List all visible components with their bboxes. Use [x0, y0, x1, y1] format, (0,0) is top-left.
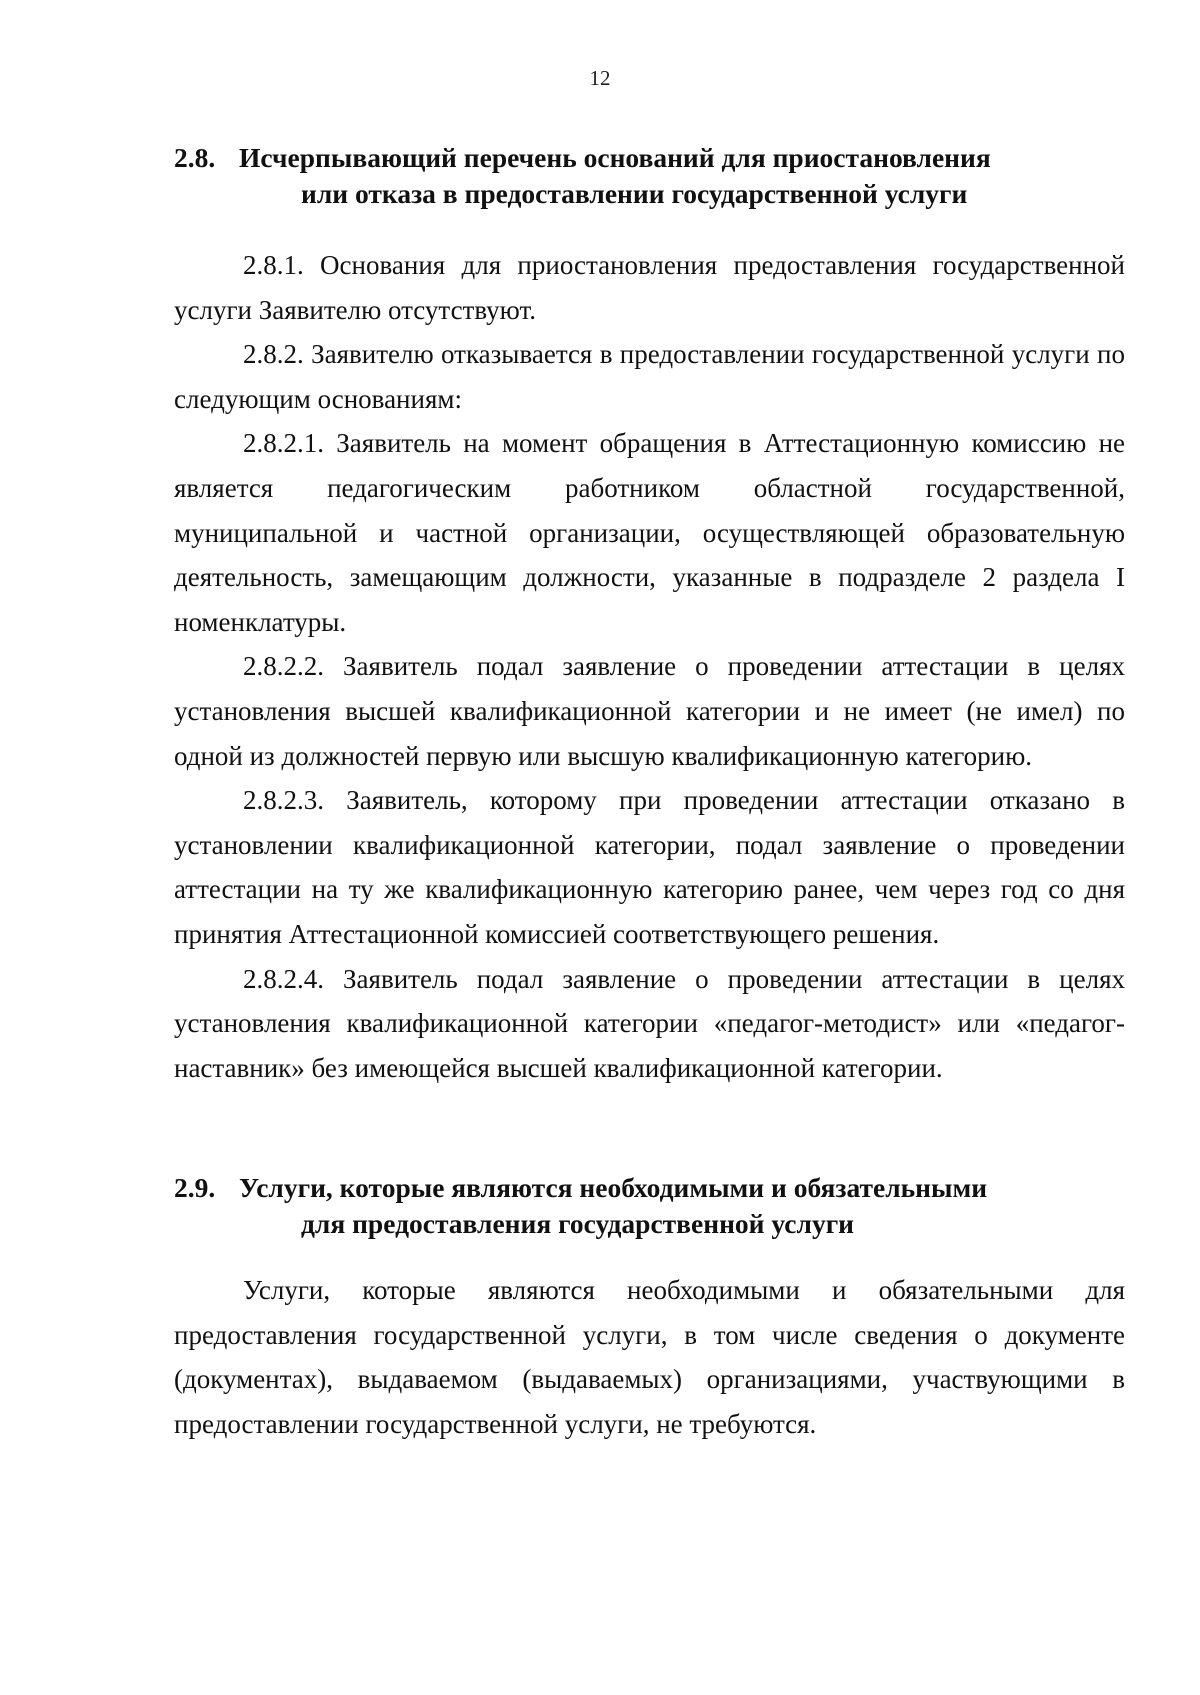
page-number: 12 [589, 66, 611, 90]
section-title-line-1: Услуги, которые являются необходимыми и обязательными [239, 1172, 988, 1203]
paragraph-2-8-2-1: 2.8.2.1. Заявитель на момент обращения в Аттестационную комиссию не является педагогическим работником областной государственной, муниципальной и частной организации, осуществляющей образовательную деятельность, замещающим должности, указанные в подразделе 2 раздела I номенклатуры. [174, 428, 1125, 637]
paragraph-2-8-1: 2.8.1. Основания для приостановления предоставления государственной услуги Заявителю отсутствуют. [174, 250, 1125, 325]
section-title-line-2: или отказа в предоставлении государственной услуги [301, 178, 968, 209]
section-number: 2.9. [174, 1172, 216, 1203]
paragraph-2-8-2: 2.8.2. Заявителю отказывается в предоставлении государственной услуги по следующим основаниям: [174, 339, 1125, 414]
paragraph-2-8-2-4: 2.8.2.4. Заявитель подал заявление о проведении аттестации в целях установления квалификационной категории «педагог-методист» или «педагог-наставник» без имеющейся высшей квалификационной категории. [174, 963, 1125, 1083]
section-2-8-heading [174, 140, 1125, 212]
section-title-line-2: для предоставления государственной услуги [301, 1208, 855, 1239]
section-2-9-heading [174, 1170, 1125, 1242]
section-heading [174, 1170, 1125, 1242]
section-title-line-1: Исчерпывающий перечень оснований для приостановления [239, 142, 991, 173]
section-heading [174, 140, 1125, 212]
paragraph-2-8-2-2: 2.8.2.2. Заявитель подал заявление о проведении аттестации в целях установления высшей квалификационной категории и не имеет (не имел) по одной из должностей первую или высшую квалификационную категорию. [174, 651, 1125, 771]
paragraph-2-9: Услуги, которые являются необходимыми и обязательными для предоставления государственной услуги, в том числе сведения о документе (документах), выдаваемом (выдаваемых) организациями, участвующими в предоставлении государственной услуги, не требуются. [174, 1275, 1125, 1439]
section-number: 2.8. [174, 142, 216, 173]
paragraph-2-8-2-3: 2.8.2.3. Заявитель, которому при проведении аттестации отказано в установлении квалификационной категории, подал заявление о проведении аттестации на ту же квалификационную категорию ранее, чем через год со дня принятия Аттестационной комиссией соответствующего решения. [174, 785, 1125, 949]
section-2-8-body [174, 243, 1125, 1090]
section-2-9-body [174, 1268, 1125, 1446]
